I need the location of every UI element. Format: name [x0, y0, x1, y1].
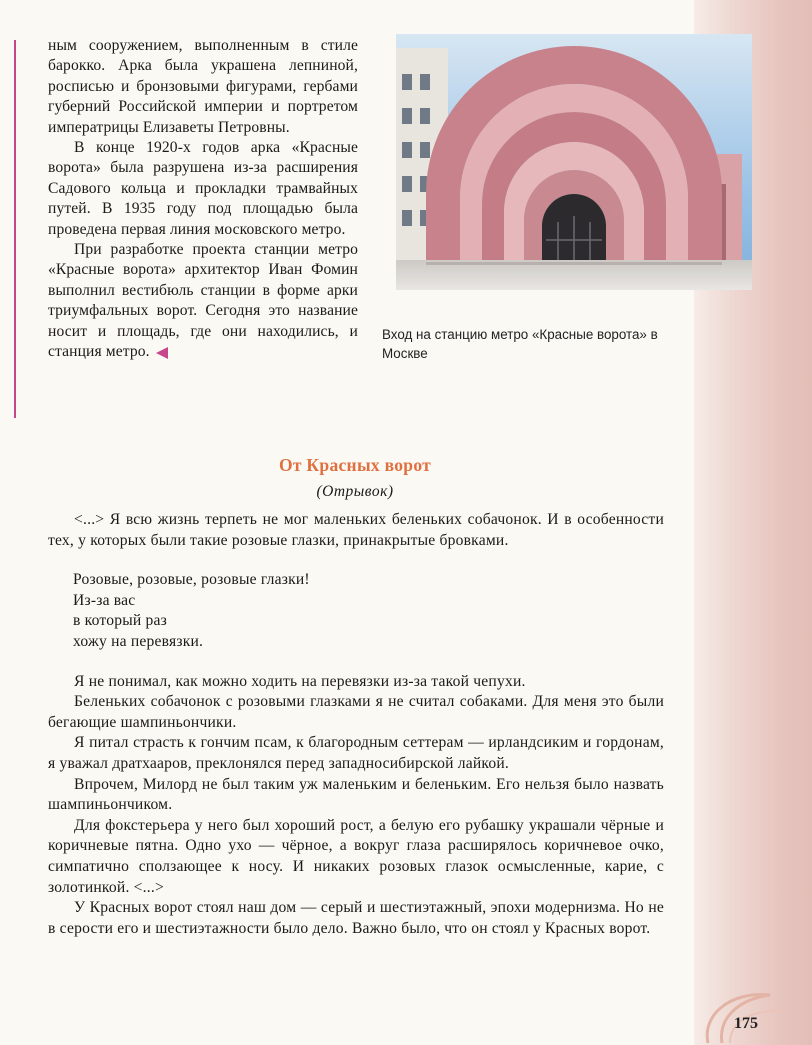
- excerpt-paragraph: Впрочем, Милорд не был таким уж маленьким и беленьким. Его нельзя было назвать шампиньончиком.: [48, 775, 664, 814]
- excerpt-paragraph: Для фокстерьера у него был хороший рост, а белую его рубашку украшали чёрные и коричневые пятна. Одно ухо — чёрное, а вокруг глаза расширялось коричневое очко, симпатично сползающее к носу. И никаких розовых глазок осмысленные, карие, с золотинкой. <...>: [48, 816, 664, 896]
- sidebar-accent-bar: [14, 40, 16, 418]
- poem-line: хожу на перевязки.: [73, 632, 204, 650]
- poem-block: [73, 570, 664, 652]
- poem-line: Из-за вас: [73, 591, 136, 609]
- excerpt-body: [48, 510, 664, 939]
- excerpt-intro-paragraph: <...> Я всю жизнь терпеть не мог маленьких беленьких собачонок. И в особенности тех, у которых были такие розовые глазки, принакрытые бровками.: [48, 511, 664, 549]
- metro-entrance-arch-photo-icon: [396, 34, 752, 290]
- excerpt-paragraph: Я не понимал, как можно ходить на перевязки из-за такой чепухи.: [74, 672, 526, 690]
- intro-column: [48, 36, 358, 363]
- intro-paragraph-3-text: При разработке проекта станции метро «Красные ворота» архитектор Иван Фомин выполнил вестибюль станции в форме арки триумфальных ворот. Сегодня это название носит и площадь, где они находились, и станция метро.: [48, 241, 358, 361]
- page-number: 175: [734, 1015, 758, 1032]
- excerpt-paragraph: Я питал страсть к гончим псам, к благородным сеттерам — ирландсиким и гордонам, я уважал дратхааров, преклонялся перед западносибирской лайкой.: [48, 734, 664, 772]
- excerpt-title: От Красных ворот: [278, 455, 432, 475]
- excerpt-paragraph: У Красных ворот стоял наш дом — серый и шестиэтажный, эпохи модернизма. Но не в серости его и шестиэтажности было дело. Важно было, что он стоял у Красных ворот.: [48, 899, 664, 937]
- poem-line: Розовые, розовые, розовые глазки!: [73, 571, 310, 589]
- excerpt-subtitle: (Отрывок): [316, 483, 394, 500]
- intro-paragraph-3: [48, 240, 358, 362]
- end-marker-icon: [156, 347, 168, 359]
- poem-line: в который раз: [73, 612, 168, 630]
- excerpt-paragraph: Беленьких собачонок с розовыми глазками я не считал собаками. Для меня это были бегающие шампиньончики.: [48, 693, 664, 731]
- photo-caption: Вход на станцию метро «Красные ворота» в Москве: [382, 327, 658, 361]
- intro-paragraph-1: ным сооружением, выполненным в стиле барокко. Арка была украшена лепниной, росписью и бронзовыми фигурами, гербами губерний Российской империи и портретом императрицы Елизаветы Петровны.: [48, 37, 358, 136]
- metro-entrance-photo: [396, 34, 752, 290]
- intro-paragraph-2: В конце 1920-х годов арка «Красные ворота» была разрушена из-за расширения Садового кольца и прокладки трамвайных путей. В 1935 году под площадью была проведена первая линия московского метро.: [48, 139, 358, 238]
